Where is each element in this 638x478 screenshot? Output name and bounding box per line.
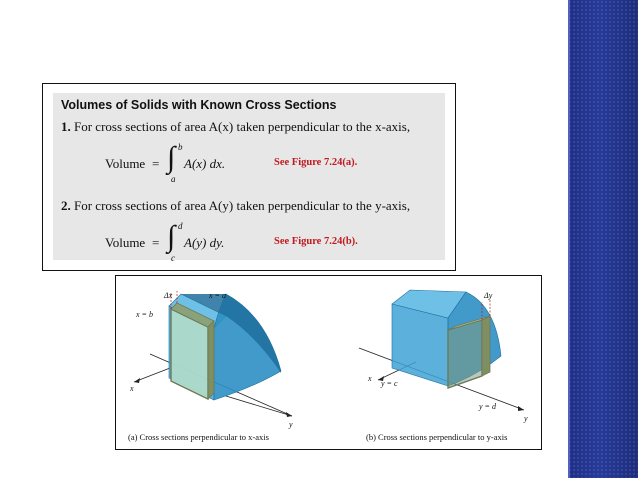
integral-sign-icon: ∫ bbox=[167, 220, 176, 253]
panel-b-y-eq-c-label: y = c bbox=[381, 379, 398, 388]
panel-b-y-arrow-icon bbox=[518, 406, 524, 411]
box-title: Volumes of Solids with Known Cross Sections bbox=[61, 98, 337, 112]
figure-box bbox=[115, 275, 542, 450]
volume-label-1: Volume bbox=[105, 156, 146, 171]
decorative-side-strip bbox=[568, 0, 638, 478]
panel-b-front-face bbox=[392, 304, 448, 386]
integral-sign-icon: ∫ bbox=[167, 141, 176, 174]
panel-a-delta-label: Δx bbox=[164, 291, 173, 300]
cross-section-figure bbox=[116, 276, 543, 451]
panel-a-x-arrow-icon bbox=[134, 378, 140, 383]
panel-b-y-eq-d-label: y = d bbox=[479, 402, 496, 411]
upper-limit-2: d bbox=[178, 221, 183, 231]
panel-b-slice-front bbox=[448, 320, 482, 388]
item-1-description: For cross sections of area A(x) taken perpendicular to the x-axis, bbox=[74, 119, 411, 134]
panel-a-x-eq-b-label: x = b bbox=[136, 310, 153, 319]
item-2-description: For cross sections of area A(y) taken perpendicular to the y-axis, bbox=[74, 198, 411, 213]
panel-b bbox=[359, 290, 528, 442]
equals-1: = bbox=[152, 156, 160, 171]
item-1-number: 1. bbox=[61, 119, 71, 134]
panel-a-y-axis-label: y bbox=[289, 420, 293, 429]
lower-limit-1: a bbox=[171, 174, 176, 184]
formula-panel bbox=[53, 93, 445, 263]
see-figure-1-link: See Figure 7.24(a). bbox=[274, 157, 358, 168]
item-1-formula bbox=[53, 141, 445, 185]
integrand-1: A(x) dx. bbox=[184, 156, 226, 171]
panel-b-slice-side bbox=[482, 316, 490, 376]
item-1-text bbox=[61, 119, 410, 135]
see-figure-2-link: See Figure 7.24(b). bbox=[274, 236, 358, 247]
panel-b-x-axis-label: x bbox=[368, 374, 372, 383]
item-2-text bbox=[61, 198, 410, 214]
volume-label-2: Volume bbox=[105, 235, 146, 250]
item-2-formula bbox=[53, 220, 445, 264]
panel-a-slice-side bbox=[208, 321, 214, 399]
equals-2: = bbox=[152, 235, 160, 250]
lower-limit-2: c bbox=[171, 253, 175, 263]
panel-a-caption: (a) Cross sections perpendicular to x-axis bbox=[128, 432, 269, 442]
panel-a-y-axis bbox=[226, 396, 292, 416]
panel-a bbox=[128, 291, 293, 442]
panel-a-x-axis-label: x bbox=[130, 384, 134, 393]
panel-a-y-arrow-icon bbox=[286, 412, 292, 417]
panel-b-caption: (b) Cross sections perpendicular to y-axis bbox=[366, 432, 508, 442]
panel-a-x-eq-a-label: x = a bbox=[209, 291, 226, 300]
panel-b-delta-label: Δy bbox=[484, 291, 493, 300]
formula-box bbox=[42, 83, 456, 271]
integrand-2: A(y) dy. bbox=[184, 235, 225, 250]
panel-b-y-axis-label: y bbox=[524, 414, 528, 423]
item-2-number: 2. bbox=[61, 198, 71, 213]
upper-limit-1: b bbox=[178, 142, 183, 152]
